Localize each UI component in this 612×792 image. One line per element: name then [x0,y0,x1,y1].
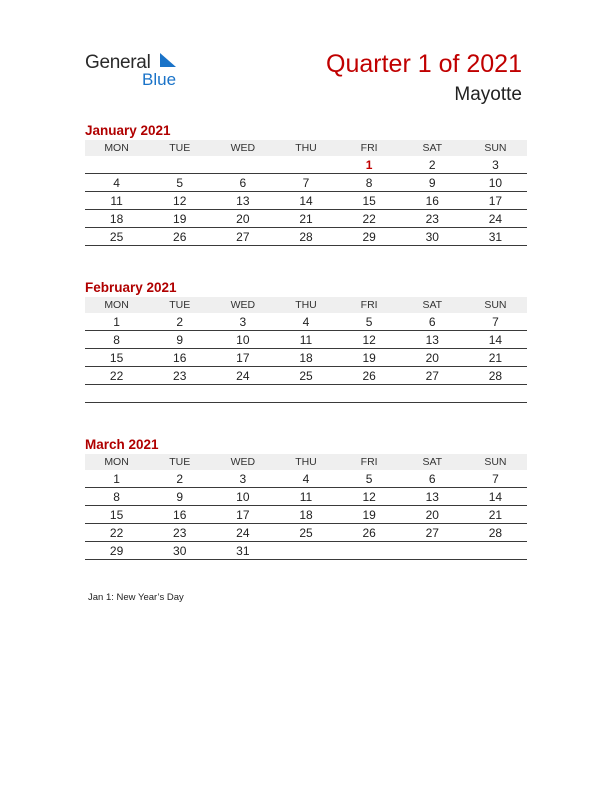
day-cell: 7 [274,174,337,192]
day-cell: 14 [274,192,337,210]
weekday-header: MON [85,454,148,470]
day-cell [464,542,527,560]
month-name: January 2021 [85,123,171,138]
month-name: February 2021 [85,280,177,295]
week-row [85,470,527,488]
day-cell: 16 [401,192,464,210]
day-cell: 15 [85,349,148,367]
day-cell: 19 [338,349,401,367]
day-cell [401,385,464,403]
day-cell: 26 [148,228,211,246]
day-cell [85,156,148,174]
day-cell: 22 [338,210,401,228]
week-row [85,174,527,192]
day-cell: 23 [148,524,211,542]
day-cell: 18 [274,349,337,367]
day-cell: 5 [338,313,401,331]
day-cell: 3 [211,313,274,331]
day-cell: 20 [401,506,464,524]
day-cell [338,542,401,560]
month-table [85,297,527,403]
day-cell: 29 [85,542,148,560]
day-cell: 9 [148,331,211,349]
day-cell: 10 [211,331,274,349]
day-cell: 30 [401,228,464,246]
day-cell: 18 [85,210,148,228]
day-cell: 4 [274,470,337,488]
day-cell: 14 [464,488,527,506]
logo-text-general: General [85,52,151,73]
weekday-header: THU [274,297,337,313]
month-table [85,140,527,246]
day-cell: 7 [464,313,527,331]
page-title: Quarter 1 of 2021 [326,50,522,78]
day-cell: 1 [85,470,148,488]
day-cell: 12 [338,488,401,506]
day-cell: 27 [401,524,464,542]
logo-flag-icon [158,53,178,69]
day-cell: 25 [274,367,337,385]
day-cell: 4 [274,313,337,331]
week-row [85,488,527,506]
day-cell: 6 [401,470,464,488]
week-row [85,228,527,246]
day-cell: 28 [464,367,527,385]
month-calendar [85,436,527,560]
day-cell: 17 [211,349,274,367]
weekday-header: SAT [401,297,464,313]
day-cell [274,385,337,403]
day-cell: 30 [148,542,211,560]
day-cell: 17 [464,192,527,210]
day-cell: 17 [211,506,274,524]
week-row [85,313,527,331]
weekday-header: SAT [401,140,464,156]
day-cell: 19 [148,210,211,228]
weekday-header: MON [85,297,148,313]
day-cell: 15 [85,506,148,524]
week-row [85,210,527,228]
week-row [85,331,527,349]
day-cell: 31 [211,542,274,560]
day-cell: 3 [464,156,527,174]
day-cell: 24 [211,367,274,385]
day-cell: 1 [85,313,148,331]
weekday-header: MON [85,140,148,156]
weekday-header: WED [211,454,274,470]
month-name: March 2021 [85,437,159,452]
weekday-header: WED [211,140,274,156]
day-cell [148,385,211,403]
week-row [85,367,527,385]
day-cell: 23 [401,210,464,228]
day-cell: 21 [464,349,527,367]
week-row [85,524,527,542]
logo-text-blue: Blue [142,70,177,89]
day-cell: 27 [401,367,464,385]
day-cell: 3 [211,470,274,488]
day-cell: 26 [338,367,401,385]
day-cell: 14 [464,331,527,349]
day-cell: 27 [211,228,274,246]
week-row [85,506,527,524]
day-cell: 13 [211,192,274,210]
weekday-header: TUE [148,454,211,470]
day-cell: 28 [274,228,337,246]
day-cell: 16 [148,506,211,524]
day-cell [85,385,148,403]
weekday-header: TUE [148,297,211,313]
day-cell: 31 [464,228,527,246]
month-calendar [85,279,527,403]
week-row [85,156,527,174]
day-cell: 20 [211,210,274,228]
day-cell: 12 [338,331,401,349]
day-cell: 9 [401,174,464,192]
day-cell: 2 [401,156,464,174]
day-cell: 2 [148,313,211,331]
weekday-header: SUN [464,454,527,470]
weekday-header: SAT [401,454,464,470]
day-cell: 7 [464,470,527,488]
day-cell: 11 [85,192,148,210]
week-row [85,542,527,560]
weekday-header: SUN [464,297,527,313]
day-cell: 16 [148,349,211,367]
day-cell: 13 [401,331,464,349]
weekday-header: FRI [338,140,401,156]
week-row [85,385,527,403]
region-name: Mayotte [454,84,522,105]
week-row [85,349,527,367]
month-calendar [85,122,527,246]
day-cell: 10 [464,174,527,192]
day-cell: 6 [401,313,464,331]
day-cell [464,385,527,403]
day-cell: 8 [85,488,148,506]
day-cell: 20 [401,349,464,367]
day-cell: 6 [211,174,274,192]
day-cell: 11 [274,488,337,506]
day-cell [274,542,337,560]
day-cell [211,156,274,174]
day-cell: 8 [85,331,148,349]
day-cell: 18 [274,506,337,524]
weekday-header: TUE [148,140,211,156]
day-cell: 21 [464,506,527,524]
day-cell: 2 [148,470,211,488]
day-cell [274,156,337,174]
weekday-header: FRI [338,297,401,313]
day-cell: 22 [85,367,148,385]
day-cell: 19 [338,506,401,524]
day-cell: 22 [85,524,148,542]
day-cell: 8 [338,174,401,192]
day-cell [148,156,211,174]
day-cell: 24 [211,524,274,542]
day-cell: 9 [148,488,211,506]
holiday-note: Jan 1: New Year’s Day [88,592,184,603]
day-cell: 12 [148,192,211,210]
week-row [85,192,527,210]
weekday-header: SUN [464,140,527,156]
day-cell: 4 [85,174,148,192]
day-cell: 23 [148,367,211,385]
day-cell: 11 [274,331,337,349]
day-cell: 29 [338,228,401,246]
weekday-header: THU [274,454,337,470]
day-cell: 10 [211,488,274,506]
day-cell [211,385,274,403]
day-cell: 1 [338,156,401,174]
day-cell: 26 [338,524,401,542]
day-cell: 25 [274,524,337,542]
brand-logo [85,50,195,92]
day-cell: 25 [85,228,148,246]
day-cell: 28 [464,524,527,542]
day-cell: 21 [274,210,337,228]
month-table [85,454,527,560]
day-cell: 24 [464,210,527,228]
weekday-header: THU [274,140,337,156]
weekday-header: WED [211,297,274,313]
day-cell: 5 [338,470,401,488]
day-cell [401,542,464,560]
day-cell [338,385,401,403]
day-cell: 15 [338,192,401,210]
day-cell: 13 [401,488,464,506]
weekday-header: FRI [338,454,401,470]
day-cell: 5 [148,174,211,192]
